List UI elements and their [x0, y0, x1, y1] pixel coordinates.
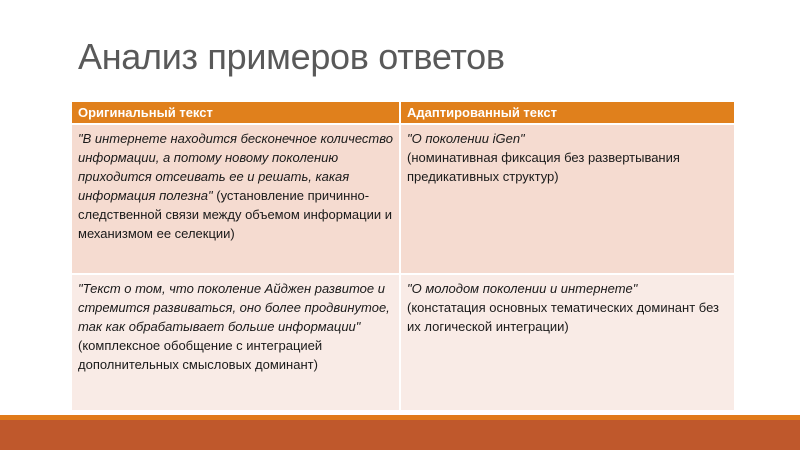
column-header-original: Оригинальный текст — [72, 102, 400, 124]
adapted-cell — [400, 274, 734, 410]
original-note: (установление причинно-следственной связи между объемом информации и механизмом ее селекции) — [78, 188, 392, 241]
column-header-adapted: Адаптированный текст — [400, 102, 734, 124]
adapted-note: (номинативная фиксация без развертывания предикативных структур) — [407, 150, 680, 184]
original-quote: "В интернете находится бесконечное количество информации, а потому новому поколению приходится отсеивать ее и решать, какая информация полезна" — [78, 131, 393, 203]
footer-band — [0, 420, 800, 450]
original-cell — [72, 124, 400, 274]
table-header-row — [72, 102, 734, 124]
adapted-quote: "О молодом поколении и интернете" — [407, 281, 638, 296]
adapted-quote: "О поколении iGen" — [407, 131, 525, 146]
table-row — [72, 124, 734, 274]
table-row — [72, 274, 734, 410]
comparison-table — [72, 102, 734, 410]
original-cell — [72, 274, 400, 410]
slide-title: Анализ примеров ответов — [78, 36, 505, 77]
original-note: (комплексное обобщение с интеграцией дополнительных смысловых доминант) — [78, 338, 323, 372]
original-quote: "Текст о том, что поколение Айджен развитое и стремится развиваться, оно более продвинутое, так как обрабатывает больше информации" — [78, 281, 390, 334]
adapted-cell — [400, 124, 734, 274]
adapted-note: (констатация основных тематических доминант без их логической интеграции) — [407, 300, 719, 334]
